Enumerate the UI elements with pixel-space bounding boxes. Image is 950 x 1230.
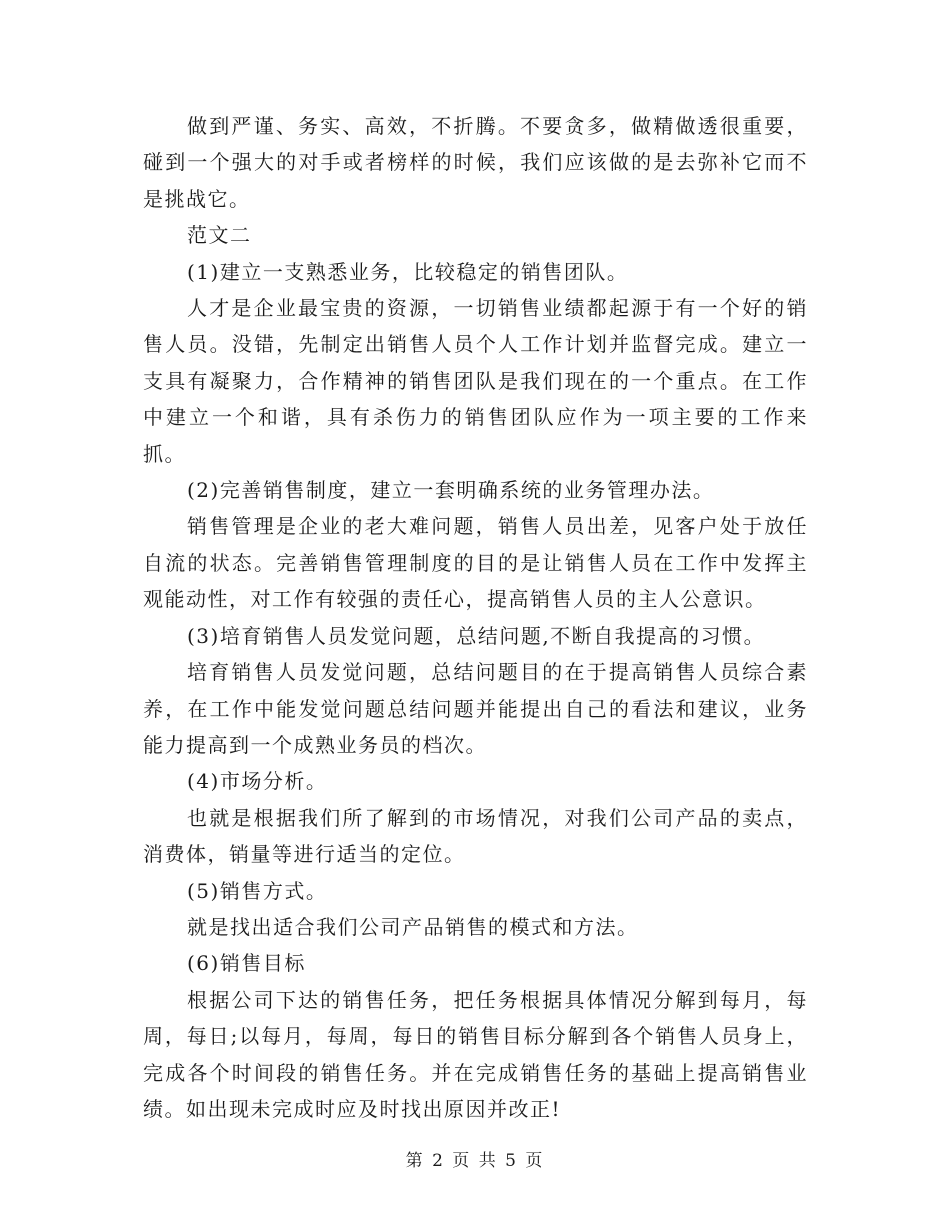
- list-heading: (1)建立一支熟悉业务，比较稳定的销售团队。: [187, 259, 629, 284]
- paragraph: 人才是企业最宝贵的资源，一切销售业绩都起源于有一个好的销售人员。没错，先制定出销售人员个人工作计划并监督完成。建立一支具有凝聚力，合作精神的销售团队是我们现在的一个重点。在工作中建立一个和谐，具有杀伤力的销售团队应作为一项主要的工作来抓。: [143, 296, 808, 466]
- paragraph: 就是找出适合我们公司产品销售的模式和方法。: [187, 914, 639, 939]
- paragraph: 做到严谨、务实、高效，不折腾。不要贪多，做精做透很重要，碰到一个强大的对手或者榜样的时候，我们应该做的是去弥补它而不是挑战它。: [143, 114, 808, 211]
- list-heading: (6)销售目标: [187, 951, 306, 976]
- list-heading: (3)培育销售人员发觉问题，总结问题,不断自我提高的习惯。: [187, 623, 766, 648]
- list-heading: (2)完善销售制度，建立一套明确系统的业务管理办法。: [187, 478, 715, 503]
- section-heading: 范文二: [187, 223, 252, 248]
- document-body: [143, 108, 808, 1127]
- list-heading: (5)销售方式。: [187, 878, 328, 903]
- page-number-footer: 第 2 页 共 5 页: [405, 1151, 545, 1171]
- paragraph: 也就是根据我们所了解到的市场情况，对我们公司产品的卖点，消费体，销量等进行适当的定位。: [143, 805, 808, 867]
- list-heading: (4)市场分析。: [187, 769, 328, 794]
- paragraph: 根据公司下达的销售任务，把任务根据具体情况分解到每月，每周，每日;以每月，每周，每日的销售目标分解到各个销售人员身上，完成各个时间段的销售任务。并在完成销售任务的基础上提高销售业绩。如出现未完成时应及时找出原因并改正!: [143, 987, 808, 1121]
- paragraph: 培育销售人员发觉问题，总结问题目的在于提高销售人员综合素养，在工作中能发觉问题总结问题并能提出自己的看法和建议，业务能力提高到一个成熟业务员的档次。: [143, 660, 808, 757]
- paragraph: 销售管理是企业的老大难问题，销售人员出差，见客户处于放任自流的状态。完善销售管理制度的目的是让销售人员在工作中发挥主观能动性，对工作有较强的责任心，提高销售人员的主人公意识。: [143, 514, 808, 612]
